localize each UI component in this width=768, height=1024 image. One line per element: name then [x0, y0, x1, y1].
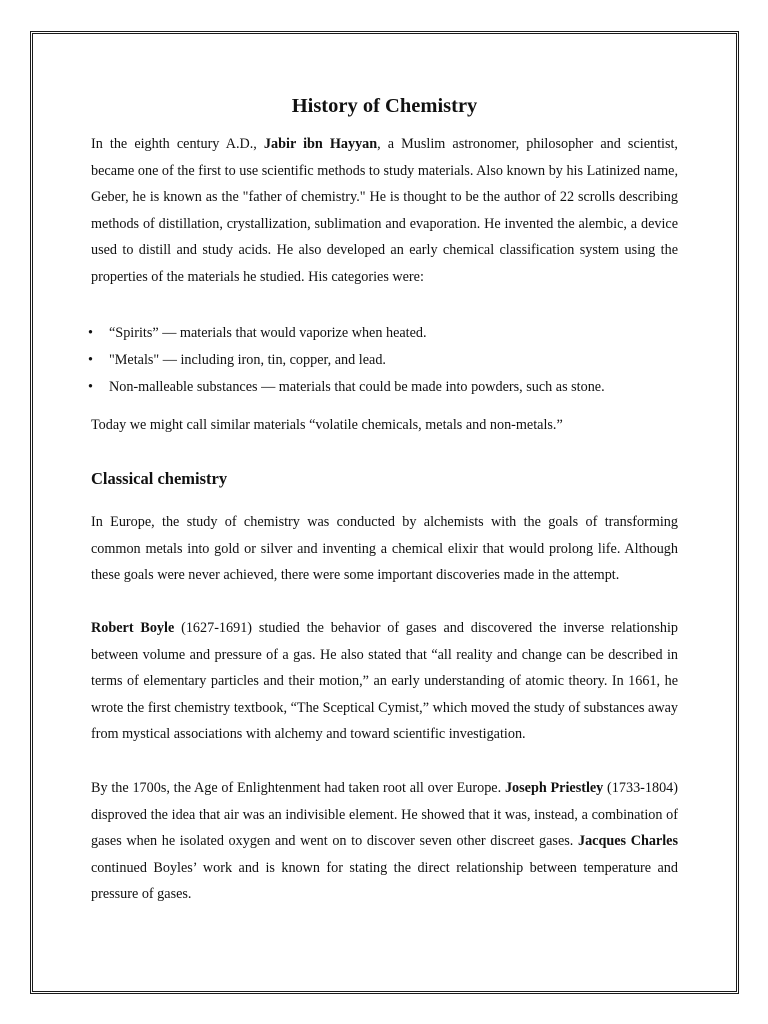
intro-paragraph: [91, 131, 678, 291]
bullet-icon: •: [88, 325, 93, 341]
intro-text-start: In the eighth century A.D.,: [91, 136, 264, 152]
enlightenment-text-start: By the 1700s, the Age of Enlightenment had taken root all over Europe.: [91, 780, 505, 796]
priestley-name: Joseph Priestley: [504, 780, 604, 796]
section-heading: Classical chemistry: [91, 469, 228, 488]
list-item-text: “Spirits” — materials that would vaporize when heated.: [109, 325, 427, 341]
page-title: History of Chemistry: [291, 95, 478, 117]
list-item: [88, 374, 678, 401]
list-item: [88, 347, 678, 374]
list-item-text: Non-malleable substances — materials that could be made into powders, such as stone.: [109, 378, 605, 395]
categories-list: [88, 320, 678, 400]
boyle-name: Robert Boyle: [91, 620, 175, 636]
jabir-name: Jabir ibn Hayyan: [263, 136, 378, 152]
list-item-text: "Metals" — including iron, tin, copper, and lead.: [109, 351, 386, 368]
charles-name: Jacques Charles: [577, 833, 678, 850]
intro-text-rest: , a Muslim astronomer, philosopher and scientist, became one of the first to use scientific methods to study materials. Also known by his Latinized name, Geber, he is known as the "father of chemistry." He is thought to be the author of 22 scrolls describing methods of distillation, crystallization, sublimation and evaporation. He invented the alembic, a device used to distill and study acids. He also developed an early chemical classification system using the properties of the materials he studied. His categories were:: [91, 136, 678, 285]
enlightenment-text-mid: (1733-1804) disproved the idea that air was an indivisible element. He showed that it was, instead, a combination of gases when he isolated oxygen and went on to discover seven other discreet gases.: [91, 780, 678, 850]
enlightenment-text-end: continued Boyles’ work and is known for stating the direct relationship between temperature and pressure of gases.: [91, 859, 678, 903]
bullet-icon: •: [88, 351, 93, 368]
list-item: [88, 320, 678, 347]
today-paragraph: Today we might call similar materials “volatile chemicals, metals and non-metals.”: [91, 417, 563, 433]
bullet-icon: •: [88, 378, 93, 395]
boyle-text: (1627-1691) studied the behavior of gases and discovered the inverse relationship between volume and pressure of a gas. He also stated that “all reality and change can be described in terms of elementary particles and their motion,” an early understanding of atomic theory. In 1661, he wrote the first chemistry textbook, “The Sceptical Cymist,” which moved the study of substances away from mystical associations with alchemy and toward scientific investigation.: [91, 620, 678, 743]
enlightenment-paragraph: [91, 775, 678, 908]
boyle-paragraph: [91, 615, 678, 748]
europe-paragraph: In Europe, the study of chemistry was conducted by alchemists with the goals of transforming common metals into gold or silver and inventing a chemical elixir that would prolong life. Although these goals were never achieved, there were some important discoveries made in the attempt.: [91, 514, 678, 584]
